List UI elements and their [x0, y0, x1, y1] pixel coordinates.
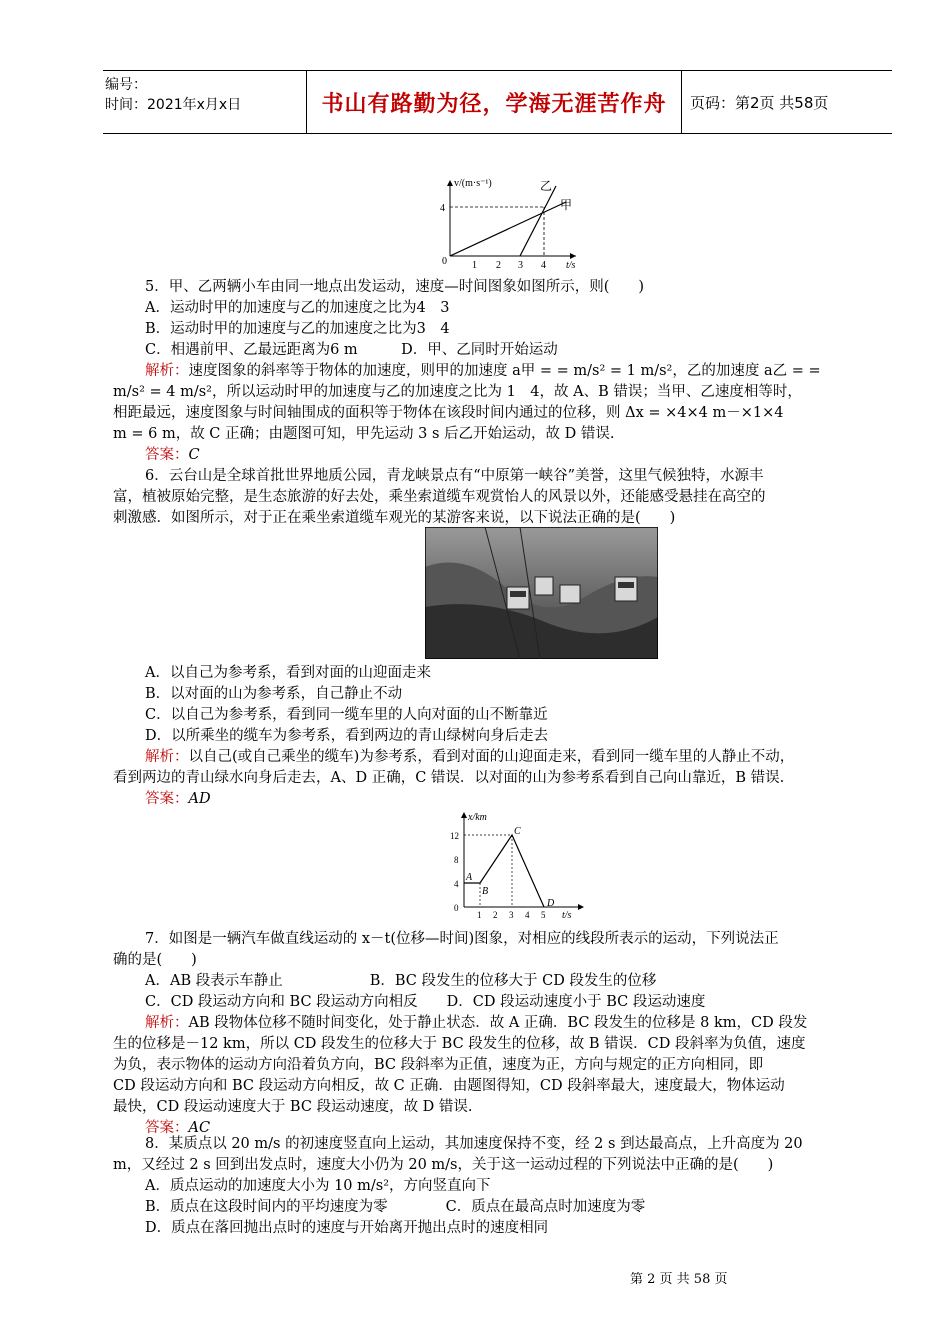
- q8-stem-line: m，又经过 2 s 回到出发点时，速度大小仍为 20 m/s，关于这一运动过程的下列说法中正确的是( ): [113, 1157, 774, 1173]
- q5-analysis-line: 相距最远，速度图象与时间轴围成的面积等于物体在该段时间内通过的位移，则 Δx = ×4×4 m－×1×4: [113, 405, 784, 421]
- fig2-point-c: C: [514, 826, 521, 837]
- q5-option-b: B．运动时甲的加速度与乙的加速度之比为3 4: [145, 321, 450, 337]
- q7-analysis-line: 生的位移是－12 km，所以 CD 段发生的位移大于 BC 段发生的位移，故 B 错误．CD 段斜率为负值，速度: [113, 1036, 806, 1052]
- q5-stem: 5．甲、乙两辆小车由同一地点出发运动，速度—时间图象如图所示，则( ): [145, 279, 645, 295]
- q6-stem-line: 6．云台山是全球首批世界地质公园，青龙峡景点有“中原第一峡谷”美誉，这里气候独特，水源丰: [145, 468, 764, 484]
- q7-stem-line: 7．如图是一辆汽车做直线运动的 x－t(位移—时间)图象，对相应的线段所表示的运动，下列说法正: [145, 931, 779, 947]
- q7-analysis-label: 解析：: [145, 1015, 189, 1031]
- page-header: [103, 70, 892, 134]
- q6-option-a: A．以自己为参考系，看到对面的山迎面走来: [145, 665, 431, 681]
- q8-option-d: D．质点在落回抛出点时的速度与开始离开抛出点时的速度相同: [145, 1220, 549, 1236]
- fig1-xtick: 3: [518, 260, 523, 271]
- fig2-ylabel: x/km: [468, 812, 487, 823]
- fig2-xtick: 5: [541, 910, 546, 920]
- vt-graph: [418, 172, 588, 272]
- q7-analysis-line: 最快，CD 段运动速度大于 BC 段运动速度，故 D 错误.: [113, 1099, 473, 1115]
- question-7: [113, 929, 885, 1139]
- q5-answer-label: 答案：: [145, 447, 189, 463]
- q6-answer: AD: [188, 791, 211, 807]
- fig2-xtick: 1: [477, 910, 482, 920]
- q6-analysis-line: 以自己(或自己乘坐的缆车)为参考系，看到对面的山迎面走来，看到同一缆车里的人静止不动，: [188, 749, 795, 765]
- fig2-xtick: 2: [493, 910, 498, 920]
- fig2-point-a: A: [466, 872, 473, 883]
- fig2-xtick: 3: [509, 910, 514, 920]
- fig1-ylabel: v/(m·s⁻¹): [454, 178, 492, 189]
- q6-stem-line: 刺激感．如图所示，对于正在乘坐索道缆车观光的某游客来说，以下说法正确的是( ): [113, 510, 676, 526]
- q7-analysis-line: CD 段运动方向和 BC 段运动方向相反，故 C 正确．由题图得知，CD 段斜率最大，速度最大，物体运动: [113, 1078, 785, 1094]
- fig1-series-yi: 乙: [540, 179, 553, 193]
- cable-car-photo: [425, 527, 658, 659]
- fig2-point-d: D: [547, 898, 555, 909]
- q5-option-a: A．运动时甲的加速度与乙的加速度之比为4 3: [145, 300, 450, 316]
- series-jia-line: [450, 202, 566, 256]
- question-5: [113, 277, 885, 466]
- q7-answer-label: 答案：: [145, 1120, 189, 1136]
- q8-option-a: A．质点运动的加速度大小为 10 m/s²，方向竖直向下: [145, 1178, 491, 1194]
- fig1-ytick: 4: [440, 203, 445, 214]
- fig2-point-b: B: [482, 886, 489, 897]
- number-label: 编号：: [105, 77, 147, 93]
- header-motto: 书山有路勤为径，学海无涯苦作舟: [307, 71, 682, 133]
- fig2-xtick: 4: [525, 910, 530, 920]
- q7-analysis-line: AB 段物体位移不随时间变化，处于静止状态．故 A 正确．BC 段发生的位移是 8 km，CD 段发: [188, 1015, 808, 1031]
- q5-analysis-line: m = 6 m，故 C 正确；由题图可知，甲先运动 3 s 后乙开始运动，故 D 错误.: [113, 426, 615, 442]
- q7-option-cd: C．CD 段运动方向和 BC 段运动方向相反 D．CD 段运动速度小于 BC 段运动速度: [145, 994, 706, 1010]
- q6-answer-label: 答案：: [145, 791, 189, 807]
- fig2-xlabel: t/s: [562, 910, 572, 921]
- q5-analysis-line: m/s² = 4 m/s²，所以运动时甲的加速度与乙的加速度之比为 1 4，故 A、B 错误；当甲、乙速度相等时，: [113, 384, 802, 400]
- q8-option-bc: B．质点在这段时间内的平均速度为零 C．质点在最高点时加速度为零: [145, 1199, 646, 1215]
- page-footer: 第 2 页 共 58 页: [630, 1272, 728, 1287]
- question-6: [113, 466, 885, 529]
- fig1-xtick: 4: [541, 260, 546, 271]
- q8-stem-line: 8．某质点以 20 m/s 的初速度竖直向上运动，其加速度保持不变，经 2 s 到达最高点，上升高度为 20: [145, 1136, 803, 1152]
- q6-option-d: D．以所乘坐的缆车为参考系，看到两边的青山绿树向身后走去: [145, 728, 549, 744]
- fig1-series-jia: 甲: [560, 198, 573, 212]
- q5-analysis-label: 解析：: [145, 363, 189, 379]
- q5-option-cd: C．相遇前甲、乙最远距离为6 m D．甲、乙同时开始运动: [145, 342, 558, 358]
- q5-analysis-line: 速度图象的斜率等于物体的加速度，则甲的加速度 a甲 = = m/s² = 1 m/s²，乙的加速度 a乙 = =: [188, 363, 821, 379]
- q7-stem-line: 确的是( ): [113, 952, 197, 968]
- q7-answer: AC: [188, 1120, 211, 1136]
- fig2-ytick: 12: [450, 831, 459, 841]
- question-8: [113, 1134, 885, 1239]
- q6-analysis-line: 看到两边的青山绿水向身后走去，A、D 正确，C 错误．以对面的山为参考系看到自己向山靠近，B 错误.: [113, 770, 785, 786]
- header-meta: [103, 71, 307, 133]
- q7-option-ab: A．AB 段表示车静止 B．BC 段发生的位移大于 CD 段发生的位移: [145, 973, 657, 989]
- fig2-ytick: 0: [454, 903, 459, 913]
- header-page-label: 页码：第2页 共58页: [690, 93, 829, 112]
- fig1-xtick: 1: [472, 260, 477, 271]
- xt-line: [464, 835, 544, 907]
- fig2-ytick: 4: [454, 879, 459, 889]
- fig1-xtick: 2: [496, 260, 501, 271]
- xt-graph: [444, 808, 594, 923]
- fig1-xlabel: t/s: [566, 260, 576, 271]
- fig2-ytick: 8: [454, 855, 459, 865]
- q6-option-c: C．以自己为参考系，看到同一缆车里的人向对面的山不断靠近: [145, 707, 548, 723]
- time-label: 时间：2021年x月x日: [105, 97, 242, 113]
- q5-answer: C: [188, 447, 200, 463]
- fig1-xtick: 0: [442, 256, 447, 267]
- q6-stem-line: 富，植被原始完整，是生态旅游的好去处，乘坐索道缆车观赏怡人的风景以外，还能感受悬挂在高空的: [113, 489, 766, 505]
- q7-analysis-line: 为负，表示物体的运动方向沿着负方向，BC 段斜率为正值，速度为正，方向与规定的正方向相同，即: [113, 1057, 764, 1073]
- q6-analysis-label: 解析：: [145, 749, 189, 765]
- q6-option-b: B．以对面的山为参考系，自己静止不动: [145, 686, 403, 702]
- question-6-options: [113, 663, 885, 810]
